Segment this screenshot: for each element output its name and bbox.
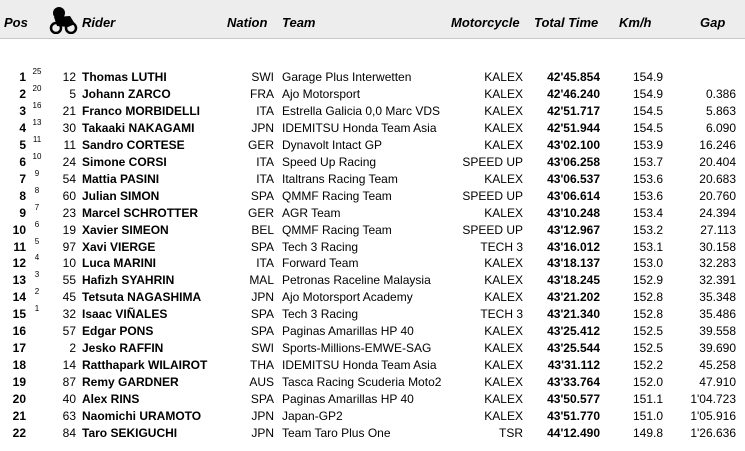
nation-cell: GER (247, 137, 274, 152)
motorcycle-cell: KALEX (484, 392, 523, 407)
rider-name-cell: Mattia PASINI (82, 171, 160, 186)
speed-kmh-cell: 154.5 (632, 120, 663, 135)
points-cell: 4 (34, 253, 40, 263)
team-name-cell: QMMF Racing Team (282, 222, 392, 237)
gap-cell: 6.090 (705, 120, 736, 135)
header-team: Team (282, 15, 316, 30)
rider-name-cell: Isaac VIÑALES (82, 307, 168, 322)
points-cell: 8 (34, 185, 40, 195)
total-time-cell: 43'50.577 (547, 392, 600, 407)
nation-cell: SWI (251, 70, 274, 84)
team-name-cell: Speed Up Racing (282, 154, 377, 169)
total-time-cell: 43'18.137 (547, 256, 600, 271)
motorcycle-cell: KALEX (484, 86, 523, 101)
team-name-cell: Dynavolt Intact GP (282, 137, 383, 152)
rider-name-cell: Edgar PONS (82, 324, 154, 339)
points-cell: 25 (32, 67, 42, 76)
rider-name-cell: Julian SIMON (82, 188, 160, 203)
rider-name-cell: Jesko RAFFIN (82, 341, 164, 356)
rider-name-cell: Xavi VIERGE (82, 239, 156, 254)
nation-cell: SPA (250, 188, 274, 203)
motorcycle-cell: TECH 3 (480, 307, 523, 322)
position-cell: 10 (12, 222, 26, 237)
nation-cell: SPA (250, 324, 274, 339)
nation-cell: ITA (256, 171, 274, 186)
table-row (0, 392, 745, 409)
gap-cell: 47.910 (699, 375, 736, 390)
total-time-cell: 43'10.248 (547, 205, 600, 220)
rider-name-cell: Taro SEKIGUCHI (82, 425, 178, 440)
gap-cell: 45.258 (699, 358, 736, 373)
total-time-cell: 43'06.537 (547, 171, 600, 186)
rider-number-cell: 97 (62, 239, 76, 254)
motorcycle-cell: KALEX (484, 375, 523, 390)
header-nation: Nation (227, 15, 268, 30)
rider-number-cell: 2 (69, 341, 76, 356)
rider-name-cell: Thomas LUTHI (82, 70, 167, 84)
rider-name-cell: Takaaki NAKAGAMI (82, 120, 195, 135)
gap-cell: 24.394 (699, 205, 736, 220)
total-time-cell: 43'16.012 (547, 239, 600, 254)
speed-kmh-cell: 151.1 (632, 392, 663, 407)
team-name-cell: Sports-Millions-EMWE-SAG (282, 341, 432, 356)
speed-kmh-cell: 154.5 (632, 103, 663, 118)
position-cell: 16 (12, 324, 26, 339)
team-name-cell: QMMF Racing Team (282, 188, 392, 203)
motorcycle-cell: KALEX (484, 137, 523, 152)
team-name-cell: Tech 3 Racing (282, 307, 359, 322)
total-time-cell: 44'12.490 (547, 425, 600, 440)
gap-cell: 35.486 (699, 307, 736, 322)
motorcycle-cell: KALEX (484, 358, 523, 373)
table-row (0, 83, 745, 104)
gap-cell: 32.391 (699, 273, 736, 288)
points-cell: 1 (34, 304, 40, 314)
team-name-cell: IDEMITSU Honda Team Asia (282, 358, 437, 373)
motorcycle-cell: KALEX (484, 290, 523, 305)
nation-cell: ITA (256, 256, 274, 271)
nation-cell: BEL (251, 222, 274, 237)
table-row (0, 117, 745, 138)
rider-name-cell: Xavier SIMEON (82, 222, 169, 237)
table-row (0, 168, 745, 189)
team-name-cell: Tech 3 Racing (282, 239, 359, 254)
gap-cell: 20.683 (699, 171, 736, 186)
points-cell: 5 (34, 236, 40, 246)
rider-number-cell: 32 (62, 307, 76, 322)
speed-kmh-cell: 149.8 (632, 425, 663, 440)
team-name-cell: AGR Team (282, 205, 341, 220)
nation-cell: JPN (251, 290, 274, 305)
speed-kmh-cell: 153.1 (632, 239, 663, 254)
table-row (0, 253, 745, 273)
team-name-cell: Garage Plus Interwetten (282, 70, 412, 84)
rider-number-cell: 14 (62, 358, 76, 373)
gap-cell: 5.863 (705, 103, 736, 118)
points-cell: 10 (32, 151, 42, 161)
rider-number-cell: 30 (62, 120, 76, 135)
table-row (0, 219, 745, 240)
gap-cell: 20.404 (699, 154, 736, 169)
speed-kmh-cell: 153.6 (632, 171, 663, 186)
rider-name-cell: Franco MORBIDELLI (82, 103, 201, 118)
position-cell: 6 (19, 154, 26, 169)
speed-kmh-cell: 153.4 (632, 205, 663, 220)
header-kmh: Km/h (619, 15, 652, 30)
table-row (0, 151, 745, 172)
speed-kmh-cell: 154.9 (632, 70, 663, 84)
header-rider: Rider (82, 15, 116, 30)
total-time-cell: 42'51.717 (547, 103, 600, 118)
table-row (0, 426, 745, 443)
team-name-cell: Italtrans Racing Team (282, 171, 398, 186)
rider-name-cell: Luca MARINI (82, 256, 157, 271)
table-row (0, 304, 745, 324)
rider-number-cell: 19 (62, 222, 76, 237)
speed-kmh-cell: 152.2 (632, 358, 663, 373)
table-row (0, 236, 745, 257)
gap-cell: 39.690 (699, 341, 736, 356)
total-time-cell: 43'12.967 (547, 222, 600, 237)
rider-number-cell: 23 (62, 205, 76, 220)
rider-number-cell: 40 (62, 392, 76, 407)
motorcycle-cell: KALEX (484, 103, 523, 118)
nation-cell: SPA (250, 392, 274, 407)
total-time-cell: 43'31.112 (547, 358, 600, 373)
rider-name-cell: Alex RINS (82, 392, 140, 407)
gap-cell: 0.386 (705, 86, 736, 101)
nation-cell: MAL (249, 273, 274, 288)
rider-name-cell: Simone CORSI (82, 154, 167, 169)
position-cell: 18 (12, 358, 26, 373)
team-name-cell: IDEMITSU Honda Team Asia (282, 120, 437, 135)
total-time-cell: 43'06.614 (547, 188, 600, 203)
table-row (0, 134, 745, 155)
total-time-cell: 43'21.202 (547, 290, 600, 305)
gap-cell: 1'26.636 (690, 425, 736, 440)
gap-cell: 32.283 (699, 256, 736, 271)
motorcycle-cell: KALEX (484, 120, 523, 135)
position-cell: 13 (12, 273, 26, 288)
speed-kmh-cell: 152.5 (632, 324, 663, 339)
speed-kmh-cell: 153.7 (632, 154, 663, 169)
motorcycle-cell: SPEED UP (462, 222, 523, 237)
team-name-cell: Japan-GP2 (282, 409, 343, 423)
speed-kmh-cell: 151.0 (632, 409, 663, 423)
rider-number-cell: 5 (69, 86, 76, 101)
motorcycle-cell: KALEX (484, 273, 523, 288)
speed-kmh-cell: 153.9 (632, 137, 663, 152)
points-cell: 2 (34, 287, 40, 297)
nation-cell: JPN (251, 425, 274, 440)
speed-kmh-cell: 152.8 (632, 307, 663, 322)
table-row (0, 287, 745, 307)
position-cell: 21 (12, 409, 26, 423)
header-gap: Gap (700, 15, 726, 30)
position-cell: 7 (19, 171, 26, 186)
total-time-cell: 42'46.240 (547, 86, 600, 101)
points-cell: 3 (34, 270, 40, 280)
rider-number-cell: 24 (62, 154, 76, 169)
table-row (0, 185, 745, 206)
nation-cell: GER (247, 205, 274, 220)
motorcycle-cell: KALEX (484, 171, 523, 186)
motorcycle-cell: TSR (499, 425, 523, 440)
speed-kmh-cell: 152.9 (632, 273, 663, 288)
position-cell: 1 (19, 70, 26, 84)
position-cell: 14 (12, 290, 26, 305)
rider-number-cell: 57 (62, 324, 76, 339)
rider-number-cell: 87 (62, 375, 76, 390)
total-time-cell: 43'18.245 (547, 273, 600, 288)
header-pos: Pos (4, 15, 28, 30)
position-cell: 4 (19, 120, 26, 135)
motorcycle-cell: KALEX (484, 409, 523, 423)
position-cell: 20 (12, 392, 26, 407)
nation-cell: AUS (249, 375, 274, 390)
total-time-cell: 43'25.412 (547, 324, 600, 339)
total-time-cell: 42'45.854 (547, 70, 600, 84)
gap-cell: 1'04.723 (690, 392, 736, 407)
rider-name-cell: Naomichi URAMOTO (82, 409, 202, 423)
points-cell: 20 (32, 83, 42, 93)
rider-name-cell: Hafizh SYAHRIN (82, 273, 175, 288)
position-cell: 19 (12, 375, 26, 390)
rider-number-cell: 21 (62, 103, 76, 118)
motorcycle-cell: SPEED UP (462, 188, 523, 203)
position-cell: 5 (19, 137, 26, 152)
team-name-cell: Ajo Motorsport (282, 86, 361, 101)
nation-cell: SPA (250, 307, 274, 322)
total-time-cell: 43'21.340 (547, 307, 600, 322)
rider-number-cell: 54 (62, 171, 76, 186)
rider-name-cell: Marcel SCHROTTER (82, 205, 199, 220)
team-name-cell: Estrella Galicia 0,0 Marc VDS (282, 103, 441, 118)
nation-cell: SWI (251, 341, 274, 356)
position-cell: 17 (12, 341, 26, 356)
table-row (0, 67, 745, 87)
nation-cell: THA (250, 358, 274, 373)
team-name-cell: Paginas Amarillas HP 40 (282, 392, 414, 407)
team-name-cell: Team Taro Plus One (282, 425, 391, 440)
table-row (0, 324, 745, 341)
nation-cell: JPN (251, 120, 274, 135)
rider-number-cell: 12 (62, 70, 76, 84)
rider-number-cell: 55 (62, 273, 76, 288)
motorcycle-cell: KALEX (484, 256, 523, 271)
motorcycle-cell: KALEX (484, 341, 523, 356)
rider-number-cell: 63 (62, 409, 76, 423)
points-cell: 16 (32, 100, 42, 110)
table-header (0, 0, 745, 39)
table-row (0, 341, 745, 358)
total-time-cell: 43'51.770 (547, 409, 600, 423)
nation-cell: ITA (256, 154, 274, 169)
total-time-cell: 42'51.944 (547, 120, 600, 135)
speed-kmh-cell: 152.8 (632, 290, 663, 305)
speed-kmh-cell: 153.0 (632, 256, 663, 271)
nation-cell: SPA (250, 239, 274, 254)
team-name-cell: Paginas Amarillas HP 40 (282, 324, 414, 339)
table-row (0, 270, 745, 290)
position-cell: 22 (12, 425, 26, 440)
points-cell: 9 (34, 168, 40, 178)
position-cell: 12 (12, 256, 26, 271)
points-cell: 6 (34, 219, 40, 229)
position-cell: 3 (19, 103, 26, 118)
motorcycle-cell: SPEED UP (462, 154, 523, 169)
team-name-cell: Petronas Raceline Malaysia (282, 273, 431, 288)
gap-cell: 27.113 (700, 222, 736, 237)
motorcycle-cell: KALEX (484, 70, 523, 84)
rider-name-cell: Ratthapark WILAIROT (82, 358, 208, 373)
position-cell: 9 (19, 205, 26, 220)
points-cell: 13 (32, 117, 42, 127)
rider-number-cell: 84 (62, 425, 76, 440)
header-total-time: Total Time (534, 15, 599, 30)
motorcycle-cell: KALEX (484, 324, 523, 339)
speed-kmh-cell: 153.2 (632, 222, 663, 237)
rider-number-cell: 45 (62, 290, 76, 305)
gap-cell: 35.348 (699, 290, 736, 305)
gap-cell: 30.158 (699, 239, 736, 254)
nation-cell: JPN (251, 409, 274, 423)
points-cell: 11 (32, 134, 42, 144)
rider-number-cell: 11 (63, 137, 76, 152)
total-time-cell: 43'06.258 (547, 154, 600, 169)
motorcycle-cell: KALEX (484, 205, 523, 220)
nation-cell: FRA (250, 86, 274, 101)
rider-name-cell: Johann ZARCO (82, 86, 171, 101)
table-row (0, 202, 745, 223)
speed-kmh-cell: 152.0 (632, 375, 663, 390)
position-cell: 15 (12, 307, 26, 322)
total-time-cell: 43'33.764 (547, 375, 600, 390)
table-row (0, 100, 745, 121)
gap-cell: 39.558 (699, 324, 736, 339)
team-name-cell: Tasca Racing Scuderia Moto2 (282, 375, 442, 390)
rider-name-cell: Sandro CORTESE (82, 137, 185, 152)
gap-cell: 1'05.916 (690, 409, 736, 423)
team-name-cell: Ajo Motorsport Academy (282, 290, 413, 305)
motorcycle-cell: TECH 3 (480, 239, 523, 254)
total-time-cell: 43'25.544 (547, 341, 600, 356)
rider-name-cell: Tetsuta NAGASHIMA (82, 290, 202, 305)
speed-kmh-cell: 154.9 (632, 86, 663, 101)
gap-cell: 16.246 (699, 137, 736, 152)
motorcycle-rider-logo-icon (48, 4, 78, 34)
gap-cell: 20.760 (699, 188, 736, 203)
nation-cell: ITA (256, 103, 274, 118)
points-cell: 7 (34, 202, 40, 212)
speed-kmh-cell: 152.5 (632, 341, 663, 356)
speed-kmh-cell: 153.6 (632, 188, 663, 203)
table-row (0, 409, 745, 426)
position-cell: 8 (19, 188, 26, 203)
total-time-cell: 43'02.100 (547, 137, 600, 152)
rider-name-cell: Remy GARDNER (82, 375, 179, 390)
team-name-cell: Forward Team (282, 256, 359, 271)
position-cell: 2 (19, 86, 26, 101)
position-cell: 11 (13, 239, 26, 254)
header-motorcycle: Motorcycle (451, 15, 520, 30)
rider-number-cell: 60 (62, 188, 76, 203)
rider-number-cell: 10 (62, 256, 76, 271)
table-row (0, 358, 745, 375)
table-row (0, 375, 745, 392)
